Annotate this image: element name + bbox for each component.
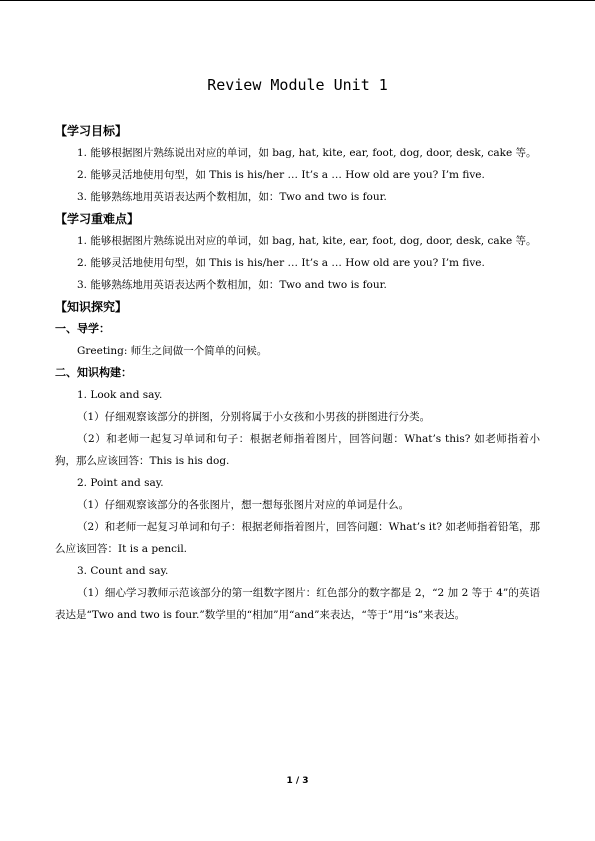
page-number: 1 / 3 — [286, 776, 309, 786]
build-item: （1）仔细观察该部分的各张图片，想一想每张图片对应的单词是什么。 — [77, 499, 410, 511]
document-body — [55, 120, 540, 626]
build-item: 2. Point and say. — [77, 477, 164, 489]
build-item: （1）仔细观察该部分的拼图，分别将属于小女孩和小男孩的拼图进行分类。 — [77, 411, 431, 423]
page-title: Review Module Unit 1 — [207, 76, 388, 94]
section-heading-key-points: 【学习重难点】 — [55, 212, 140, 226]
key-point-item: 3. 能够熟练地用英语表达两个数相加，如：Two and two is four. — [77, 279, 387, 291]
build-item: （2）和老师一起复习单词和句子：根据老师指着图片，回答问题：What’s it? 如老师指着铅笔，那么应该回答：It is a pencil. — [55, 521, 540, 555]
build-heading: 二、知识构建： — [55, 366, 132, 379]
goal-item: 1. 能够根据图片熟练说出对应的单词，如 bag, hat, kite, ear, foot, dog, door, desk, cake 等。 — [77, 147, 537, 159]
build-item: （2）和老师一起复习单词和句子：根据老师指着图片，回答问题：What’s this? 如老师指着小狗，那么应该回答：This is his dog. — [55, 433, 540, 467]
key-point-item: 1. 能够根据图片熟练说出对应的单词，如 bag, hat, kite, ear, foot, dog, door, desk, cake 等。 — [77, 235, 537, 247]
goal-item: 3. 能够熟练地用英语表达两个数相加，如：Two and two is four. — [77, 191, 387, 203]
build-item: 3. Count and say. — [77, 565, 169, 577]
build-item: 1. Look and say. — [77, 389, 163, 401]
top-rule — [0, 0, 595, 1]
section-heading-goals: 【学习目标】 — [55, 124, 128, 138]
build-item: （1）细心学习教师示范该部分的第一组数字图片：红色部分的数字都是 2，“2 加 2 等于 4”的英语表达是“Two and two is four.”数学里的“相加”用“and”来表达，“等于”用“is”来表达。 — [55, 587, 540, 621]
guide-text: Greeting: 师生之间做一个简单的问候。 — [77, 345, 268, 357]
key-point-item: 2. 能够灵活地使用句型，如 This is his/her … It’s a … How old are you? I’m five. — [77, 257, 485, 269]
section-heading-explore: 【知识探究】 — [55, 300, 128, 314]
goal-item: 2. 能够灵活地使用句型，如 This is his/her … It’s a … How old are you? I’m five. — [77, 169, 485, 181]
guide-heading: 一、导学： — [55, 322, 110, 335]
